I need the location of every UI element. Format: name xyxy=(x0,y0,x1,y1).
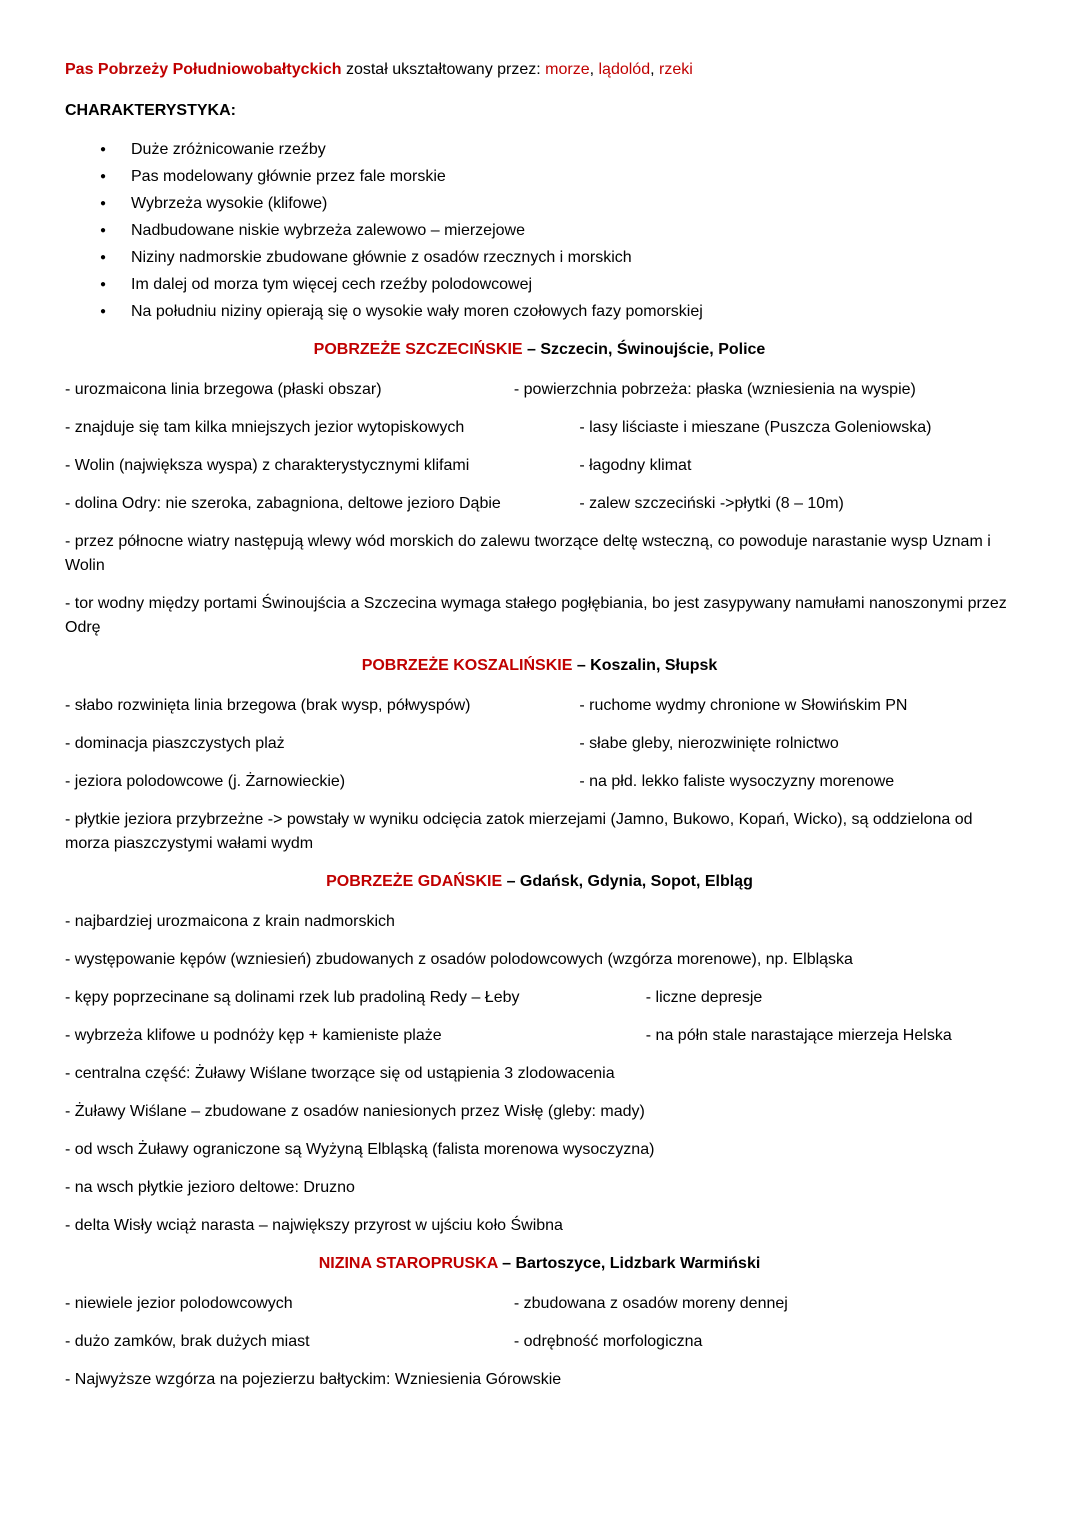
note-row xyxy=(65,492,1014,516)
note-right: - łagodny klimat xyxy=(579,457,692,474)
note-line: - centralna część: Żuławy Wiślane tworzące się od ustąpienia 3 zlodowacenia xyxy=(65,1065,615,1082)
note-row xyxy=(65,732,1014,756)
lead-term-morze: morze xyxy=(545,61,590,78)
section-subtitle: – Szczecin, Świnoujście, Police xyxy=(522,341,766,358)
section-title: NIZINA STAROPRUSKA xyxy=(318,1255,498,1272)
lead-title: Pas Pobrzeży Południowobałtyckich xyxy=(65,61,342,78)
note-row xyxy=(65,1024,1014,1048)
note-left: - jeziora polodowcowe (j. Żarnowieckie) xyxy=(65,773,346,790)
note-left: - dolina Odry: nie szeroka, zabagniona, deltowe jezioro Dąbie xyxy=(65,495,501,512)
note-right: - powierzchnia pobrzeża: płaska (wzniesienia na wyspie) xyxy=(513,381,916,398)
note-row xyxy=(65,770,1014,794)
note-line: - najbardziej urozmaicona z krain nadmorskich xyxy=(65,913,395,930)
section-heading-gdanskie xyxy=(65,870,1014,894)
charakterystyka-label: CHARAKTERYSTYKA: xyxy=(65,102,236,119)
lead-text: został ukształtowany przez: xyxy=(341,61,546,78)
note-left: - urozmaicona linia brzegowa (płaski obszar) xyxy=(65,381,382,398)
bullet-item: ● Nadbudowane niskie wybrzeża zalewowo – mierzejowe xyxy=(100,219,1014,243)
section-subtitle: – Koszalin, Słupsk xyxy=(572,657,718,674)
lead-separator: , xyxy=(589,61,599,78)
note-left: - słabo rozwinięta linia brzegowa (brak wysp, półwyspów) xyxy=(65,697,471,714)
note-row xyxy=(65,694,1014,718)
characteristics-list xyxy=(65,138,1014,324)
note-left: - wybrzeża klifowe u podnóży kęp + kamieniste plaże xyxy=(65,1027,442,1044)
note-line: - od wsch Żuławy ograniczone są Wyżyną Elbląską (falista morenowa wysoczyzna) xyxy=(65,1141,655,1158)
note-line: - występowanie kępów (wzniesień) zbudowanych z osadów polodowcowych (wzgórza morenowe), np. Elbląska xyxy=(65,951,853,968)
note-left: - znajduje się tam kilka mniejszych jezior wytopiskowych xyxy=(65,419,465,436)
note-right: - lasy liściaste i mieszane (Puszcza Goleniowska) xyxy=(579,419,932,436)
note-line: - przez północne wiatry następują wlewy wód morskich do zalewu tworzące deltę wsteczną, co powoduje narastanie wysp Uznam i Wolin xyxy=(65,533,991,574)
lead-separator: , xyxy=(650,61,659,78)
note-line: - na wsch płytkie jezioro deltowe: Druzno xyxy=(65,1179,355,1196)
section-title: POBRZEŻE SZCZECIŃSKIE xyxy=(313,341,523,358)
note-row xyxy=(65,986,1014,1010)
section-heading-szczecinskie xyxy=(65,338,1014,362)
note-left: - kępy poprzecinane są dolinami rzek lub pradoliną Redy – Łeby xyxy=(65,989,520,1006)
note-row xyxy=(65,454,1014,478)
note-line: - tor wodny między portami Świnoujścia a Szczecina wymaga stałego pogłębiania, bo jest zasypywany namułami nanoszonymi przez Odrę xyxy=(65,595,1007,636)
bullet-item: ● Im dalej od morza tym więcej cech rzeźby polodowcowej xyxy=(100,273,1014,297)
bullet-item: ● Duże zróżnicowanie rzeźby xyxy=(100,138,1014,162)
note-line: - płytkie jeziora przybrzeżne -> powstały w wyniku odcięcia zatok mierzejami (Jamno, Bukowo, Kopań, Wicko), są oddzielona od morza piaszczystymi wałami wydm xyxy=(65,811,973,852)
note-line: - Najwyższe wzgórza na pojezierzu bałtyckim: Wzniesienia Górowskie xyxy=(65,1371,562,1388)
note-row xyxy=(65,416,1014,440)
note-left: - dominacja piaszczystych plaż xyxy=(65,735,285,752)
bullet-item: ● Niziny nadmorskie zbudowane głównie z osadów rzecznych i morskich xyxy=(100,246,1014,270)
lead-paragraph xyxy=(65,58,1014,82)
section-heading-koszalinskie xyxy=(65,654,1014,678)
section-heading-staropruska xyxy=(65,1252,1014,1276)
section-title: POBRZEŻE KOSZALIŃSKIE xyxy=(361,657,573,674)
note-left: - dużo zamków, brak dużych miast xyxy=(65,1333,310,1350)
note-right: - zalew szczeciński ->płytki (8 – 10m) xyxy=(579,495,844,512)
lead-term-ladolod: lądolód xyxy=(598,61,651,78)
section-subtitle: – Bartoszyce, Lidzbark Warmiński xyxy=(497,1255,761,1272)
note-right: - na półn stale narastające mierzeja Helska xyxy=(645,1027,952,1044)
section-title: POBRZEŻE GDAŃSKIE xyxy=(326,873,503,890)
note-right: - zbudowana z osadów moreny dennej xyxy=(513,1295,788,1312)
note-right: - odrębność morfologiczna xyxy=(513,1333,703,1350)
section-subtitle: – Gdańsk, Gdynia, Sopot, Elbląg xyxy=(502,873,753,890)
note-row xyxy=(65,1330,1014,1354)
note-right: - liczne depresje xyxy=(645,989,763,1006)
bullet-item: ● Wybrzeża wysokie (klifowe) xyxy=(100,192,1014,216)
note-line: - delta Wisły wciąż narasta – największy przyrost w ujściu koło Świbna xyxy=(65,1217,563,1234)
note-right: - ruchome wydmy chronione w Słowińskim PN xyxy=(579,697,908,714)
note-row xyxy=(65,378,1014,402)
note-right: - na płd. lekko faliste wysoczyzny morenowe xyxy=(579,773,895,790)
note-row xyxy=(65,1292,1014,1316)
bullet-item: ● Pas modelowany głównie przez fale morskie xyxy=(100,165,1014,189)
lead-term-rzeki: rzeki xyxy=(659,61,693,78)
note-left: - Wolin (największa wyspa) z charakterystycznymi klifami xyxy=(65,457,470,474)
note-line: - Żuławy Wiślane – zbudowane z osadów naniesionych przez Wisłę (gleby: mady) xyxy=(65,1103,645,1120)
bullet-item: ● Na południu niziny opierają się o wysokie wały moren czołowych fazy pomorskiej xyxy=(100,300,1014,324)
note-right: - słabe gleby, nierozwinięte rolnictwo xyxy=(579,735,839,752)
note-left: - niewiele jezior polodowcowych xyxy=(65,1295,293,1312)
